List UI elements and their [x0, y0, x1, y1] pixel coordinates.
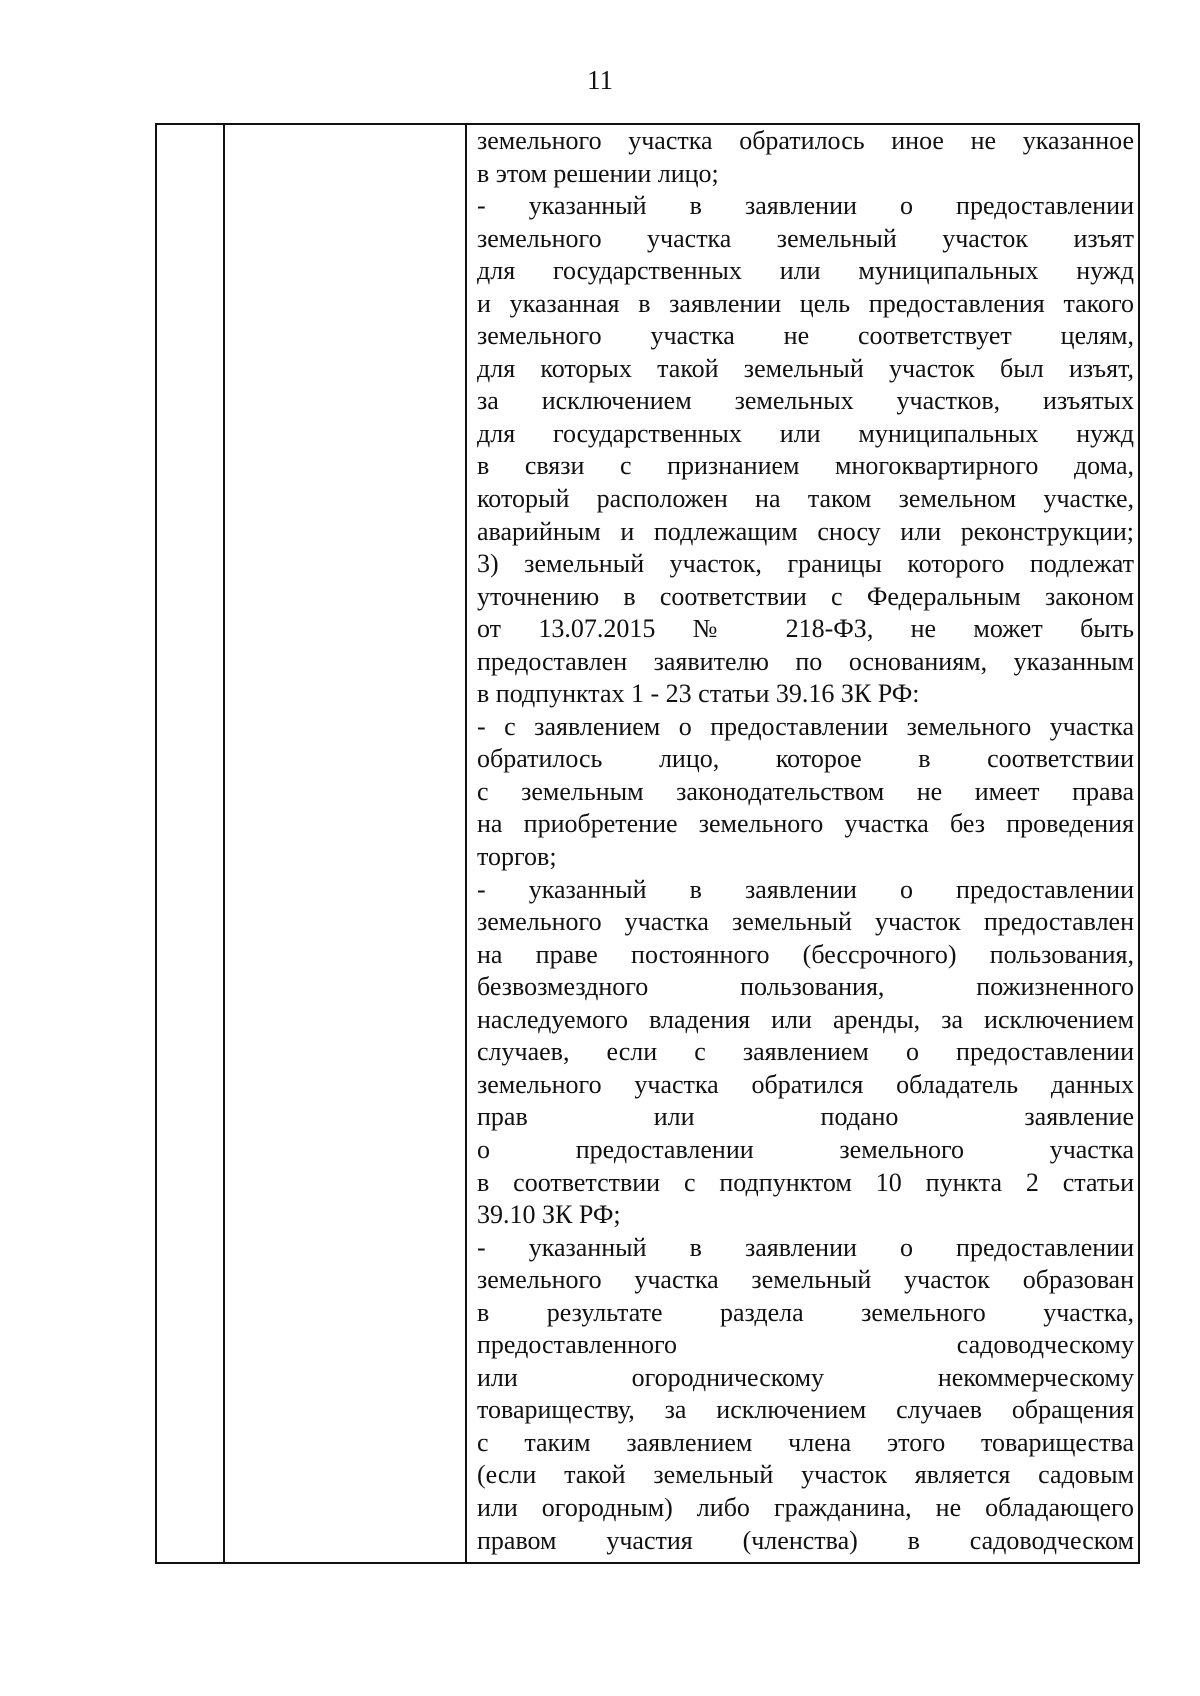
text-line: предоставлен заявителю по основаниям, указанным	[477, 646, 1134, 676]
column-divider	[223, 125, 225, 1562]
text-line: с таким заявлением члена этого товарищества	[477, 1427, 1134, 1457]
text-line: земельного участка обратилось иное не указанное	[477, 126, 1134, 155]
text-line: безвозмездного пользования, пожизненного	[477, 972, 1134, 1002]
text-line: для государственных или муниципальных нужд	[477, 418, 1134, 448]
text-line: в этом решении лицо;	[477, 158, 719, 188]
text-line: прав или подано заявление	[477, 1102, 1134, 1132]
text-line: торгов;	[477, 842, 557, 872]
table-cell-number	[157, 125, 223, 1562]
text-line: в связи с признанием многоквартирного дома,	[477, 451, 1134, 481]
text-line: земельного участка земельный участок образован	[477, 1265, 1134, 1295]
text-line: о предоставлении земельного участка	[477, 1134, 1134, 1164]
text-line: или огородным) либо гражданина, не обладающего	[477, 1492, 1134, 1522]
text-line: земельного участка земельный участок изъят	[477, 223, 1134, 253]
text-line: 39.10 ЗК РФ;	[477, 1200, 621, 1230]
text-line: товариществу, за исключением случаев обращения	[477, 1395, 1134, 1425]
column-divider	[465, 125, 467, 1562]
text-line: земельного участка обратился обладатель данных	[477, 1069, 1134, 1099]
document-table	[155, 123, 1140, 1564]
text-line: наследуемого владения или аренды, за исключением	[477, 1004, 1134, 1034]
text-line: (если такой земельный участок является садовым	[477, 1460, 1134, 1490]
text-line: аварийным и подлежащим сносу или реконструкции;	[477, 516, 1134, 546]
text-line: - указанный в заявлении о предоставлении	[477, 191, 1134, 221]
text-line: для государственных или муниципальных нужд	[477, 256, 1134, 286]
text-line: для которых такой земельный участок был изъят,	[477, 353, 1134, 383]
text-line: в результате раздела земельного участка,	[477, 1297, 1134, 1327]
page-number: 11	[587, 65, 613, 95]
text-line: - указанный в заявлении о предоставлении	[477, 874, 1134, 904]
text-line: предоставленного садоводческому	[477, 1330, 1134, 1360]
text-line: на приобретение земельного участка без проведения	[477, 809, 1134, 839]
text-line: обратилось лицо, которое в соответствии	[477, 744, 1134, 774]
text-line: на праве постоянного (бессрочного) пользования,	[477, 939, 1134, 969]
text-line: - с заявлением о предоставлении земельного участка	[477, 711, 1134, 741]
text-line: - указанный в заявлении о предоставлении	[477, 1232, 1134, 1262]
text-line: земельного участка земельный участок предоставлен	[477, 907, 1134, 937]
text-line: 3) земельный участок, границы которого подлежат	[477, 549, 1134, 579]
text-line: правом участия (членства) в садоводческом	[477, 1525, 1134, 1555]
text-line: случаев, если с заявлением о предоставлении	[477, 1037, 1134, 1067]
text-line: с земельным законодательством не имеет права	[477, 776, 1134, 806]
table-cell-name	[225, 125, 465, 1562]
text-line: от 13.07.2015 № 218-ФЗ, не может быть	[477, 614, 1134, 644]
text-line: в соответствии с подпунктом 10 пункта 2 статьи	[477, 1167, 1134, 1197]
text-line: уточнению в соответствии с Федеральным законом	[477, 581, 1134, 611]
table-cell-content	[477, 125, 1134, 1557]
text-line: в подпунктах 1 - 23 статьи 39.16 ЗК РФ:	[477, 679, 920, 709]
text-line: и указанная в заявлении цель предоставления такого	[477, 288, 1134, 318]
text-line: земельного участка не соответствует целям,	[477, 321, 1134, 351]
text-line: который расположен на таком земельном участке,	[477, 484, 1134, 514]
text-line: или огородническому некоммерческому	[477, 1362, 1134, 1392]
text-line: за исключением земельных участков, изъятых	[477, 386, 1134, 416]
